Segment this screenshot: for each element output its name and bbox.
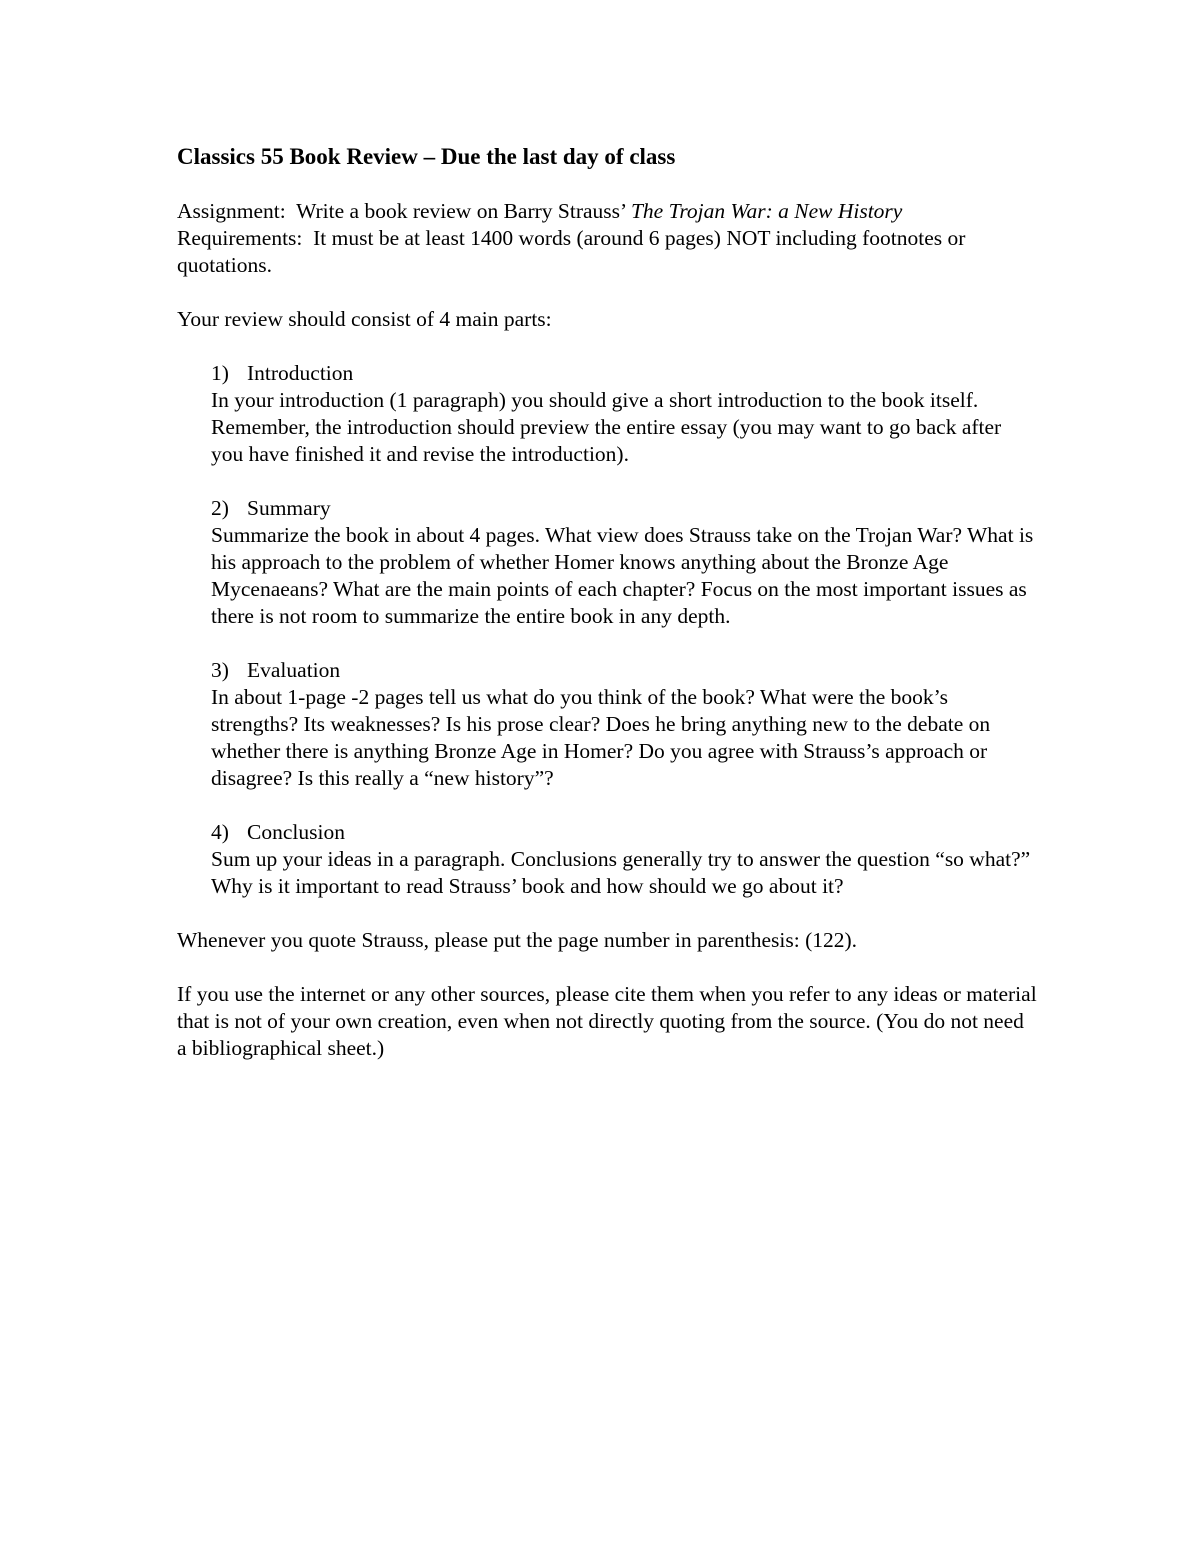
item-body: Sum up your ideas in a paragraph. Conclusions generally try to answer the question “so what?” Why is it important to read Strauss’ book and how should we go about it? xyxy=(211,847,1031,898)
requirements-label: Requirements: xyxy=(177,226,303,250)
item-body: In about 1-page -2 pages tell us what do you think of the book? What were the book’s strengths? Its weaknesses? Is his prose clear? Does he bring anything new to the debate on whether there is anything Bronze Age in Homer? Do you agree with Strauss’s approach or disagree? Is this really a “new history”? xyxy=(211,685,991,790)
sources-note: If you use the internet or any other sources, please cite them when you refer to any ideas or material that is not of your own creation, even when not directly quoting from the source. (You do not need a bibliographical sheet.) xyxy=(177,982,1037,1060)
item-number: 2) xyxy=(211,496,229,520)
assignment-line xyxy=(177,198,1037,225)
book-title: The Trojan War: a New History xyxy=(630,199,903,223)
document-content xyxy=(177,142,1037,1062)
assignment-text: Write a book review on Barry Strauss’ xyxy=(296,199,626,223)
list-item-conclusion xyxy=(211,819,1037,900)
requirements-line xyxy=(177,225,1037,279)
list-item-introduction xyxy=(211,360,1037,468)
item-heading: Introduction xyxy=(247,361,354,385)
requirements-text: It must be at least 1400 words (around 6 pages) NOT including footnotes or quotations. xyxy=(177,226,966,277)
item-number: 3) xyxy=(211,658,229,682)
list-item-summary xyxy=(211,495,1037,630)
item-heading: Summary xyxy=(247,496,331,520)
item-number: 4) xyxy=(211,820,229,844)
parts-intro: Your review should consist of 4 main parts: xyxy=(177,307,552,331)
item-number: 1) xyxy=(211,361,229,385)
item-heading: Evaluation xyxy=(247,658,341,682)
quote-note: Whenever you quote Strauss, please put the page number in parenthesis: (122). xyxy=(177,928,858,952)
assignment-label: Assignment: xyxy=(177,199,286,223)
item-heading: Conclusion xyxy=(247,820,345,844)
document-title: Classics 55 Book Review – Due the last day of class xyxy=(177,144,676,169)
item-body: Summarize the book in about 4 pages. What view does Strauss take on the Trojan War? What is his approach to the problem of whether Homer knows anything about the Bronze Age Mycenaeans? What are the main points of each chapter? Focus on the most important issues as there is not room to summarize the entire book in any depth. xyxy=(211,523,1034,628)
list-item-evaluation xyxy=(211,657,1037,792)
item-body: In your introduction (1 paragraph) you should give a short introduction to the book itself. Remember, the introduction should preview the entire essay (you may want to go back after you have finished it and revise the introduction). xyxy=(211,388,1002,466)
